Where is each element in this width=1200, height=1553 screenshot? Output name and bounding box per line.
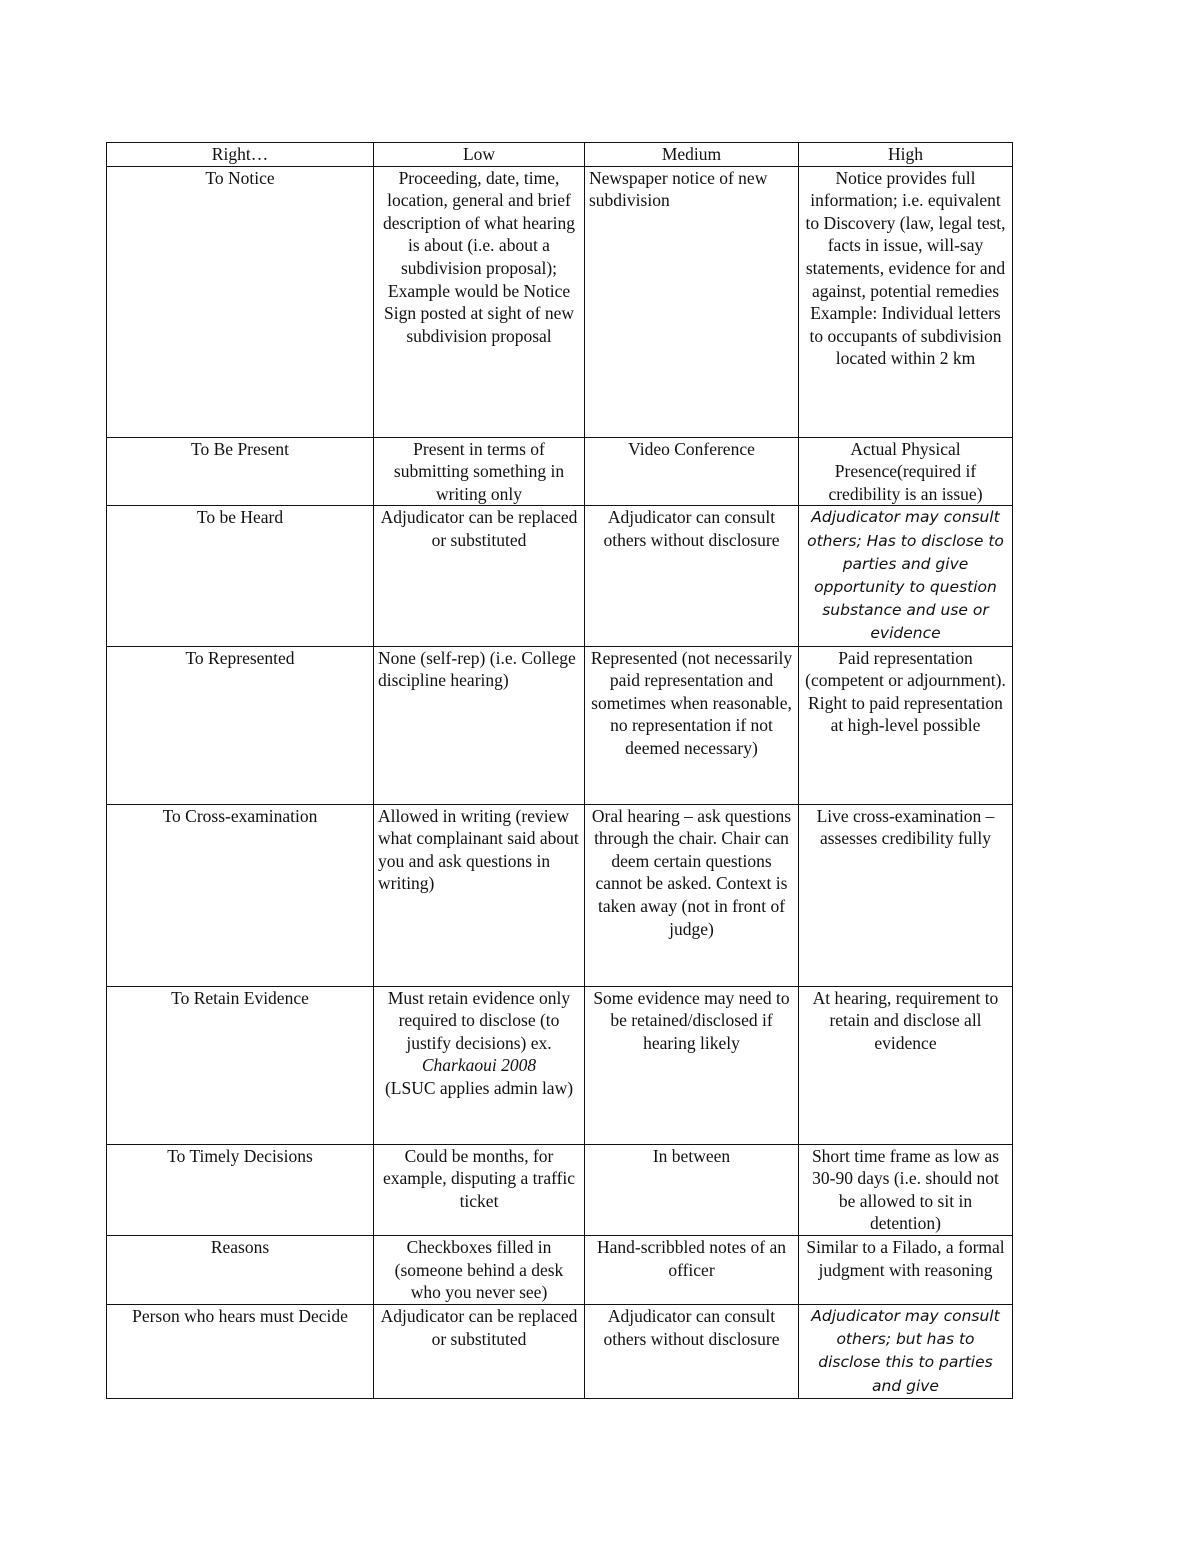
medium-cell: In between: [585, 1144, 799, 1235]
table-row: [107, 506, 1013, 646]
low-cell: None (self-rep) (i.e. College discipline hearing): [374, 646, 585, 804]
high-cell: At hearing, requirement to retain and disclose all evidence: [799, 986, 1013, 1144]
low-cell: Could be months, for example, disputing a traffic ticket: [374, 1144, 585, 1235]
low-cell-text: Must retain evidence only required to disclose (to justify decisions) ex.: [387, 987, 571, 1053]
low-cell: Checkboxes filled in (someone behind a desk who you never see): [374, 1235, 585, 1304]
table-row: [107, 1144, 1013, 1235]
header-medium: Medium: [585, 143, 799, 167]
medium-cell: Represented (not necessarily paid representation and sometimes when reasonable, no representation if not deemed necessary): [585, 646, 799, 804]
rights-spectrum-table: [106, 142, 1013, 1399]
case-citation: Charkaoui 2008: [421, 1055, 537, 1076]
medium-cell: Adjudicator can consult others without disclosure: [585, 1304, 799, 1398]
low-cell: Adjudicator can be replaced or substituted: [374, 1304, 585, 1398]
high-cell: Similar to a Filado, a formal judgment with reasoning: [799, 1235, 1013, 1304]
right-cell: To Notice: [107, 166, 374, 437]
high-cell: Adjudicator may consult others; but has to disclose this to parties and give: [799, 1304, 1013, 1398]
table-row: [107, 1304, 1013, 1398]
right-cell: Reasons: [107, 1235, 374, 1304]
medium-cell: Oral hearing – ask questions through the chair. Chair can deem certain questions cannot be asked. Context is taken away (not in front of judge): [585, 804, 799, 986]
header-low: Low: [374, 143, 585, 167]
high-cell: [799, 166, 1013, 437]
right-cell: To Retain Evidence: [107, 986, 374, 1144]
high-cell: Short time frame as low as 30-90 days (i.e. should not be allowed to sit in detention): [799, 1144, 1013, 1235]
medium-cell: Adjudicator can consult others without disclosure: [585, 506, 799, 646]
table-row: [107, 804, 1013, 986]
low-cell: Proceeding, date, time, location, general and brief description of what hearing is about (i.e. about a subdivision proposal); Example would be Notice Sign posted at sight of new subdivision proposal: [374, 166, 585, 437]
high-cell-text: Notice provides full information; i.e. equivalent to Discovery (law, legal test, facts in issue, will-say statements, evidence for and against, potential remedies: [805, 167, 1006, 301]
right-cell: To Represented: [107, 646, 374, 804]
right-cell: To Cross-examination: [107, 804, 374, 986]
table-row: [107, 646, 1013, 804]
right-cell: To Be Present: [107, 437, 374, 506]
low-cell: Adjudicator can be replaced or substituted: [374, 506, 585, 646]
table-row: [107, 437, 1013, 506]
high-cell: Actual Physical Presence(required if credibility is an issue): [799, 437, 1013, 506]
high-cell: Live cross-examination – assesses credibility fully: [799, 804, 1013, 986]
table-row: [107, 1235, 1013, 1304]
header-right: Right…: [107, 143, 374, 167]
low-cell-note: (LSUC applies admin law): [384, 1077, 574, 1098]
low-cell: [374, 986, 585, 1144]
medium-cell: Some evidence may need to be retained/disclosed if hearing likely: [585, 986, 799, 1144]
medium-cell: Newspaper notice of new subdivision: [585, 166, 799, 437]
low-cell: Allowed in writing (review what complainant said about you and ask questions in writing): [374, 804, 585, 986]
medium-cell: Hand-scribbled notes of an officer: [585, 1235, 799, 1304]
high-cell-example: Example: Individual letters to occupants of subdivision located within 2 km: [809, 303, 1002, 369]
low-cell: Present in terms of submitting something in writing only: [374, 437, 585, 506]
right-cell: To be Heard: [107, 506, 374, 646]
medium-cell: Video Conference: [585, 437, 799, 506]
header-high: High: [799, 143, 1013, 167]
right-cell: To Timely Decisions: [107, 1144, 374, 1235]
table-row: [107, 166, 1013, 437]
right-cell: Person who hears must Decide: [107, 1304, 374, 1398]
header-row: [107, 143, 1013, 167]
table-row: [107, 986, 1013, 1144]
high-cell: Adjudicator may consult others; Has to disclose to parties and give opportunity to question substance and use or evidence: [799, 506, 1013, 646]
high-cell: Paid representation (competent or adjournment). Right to paid representation at high-level possible: [799, 646, 1013, 804]
